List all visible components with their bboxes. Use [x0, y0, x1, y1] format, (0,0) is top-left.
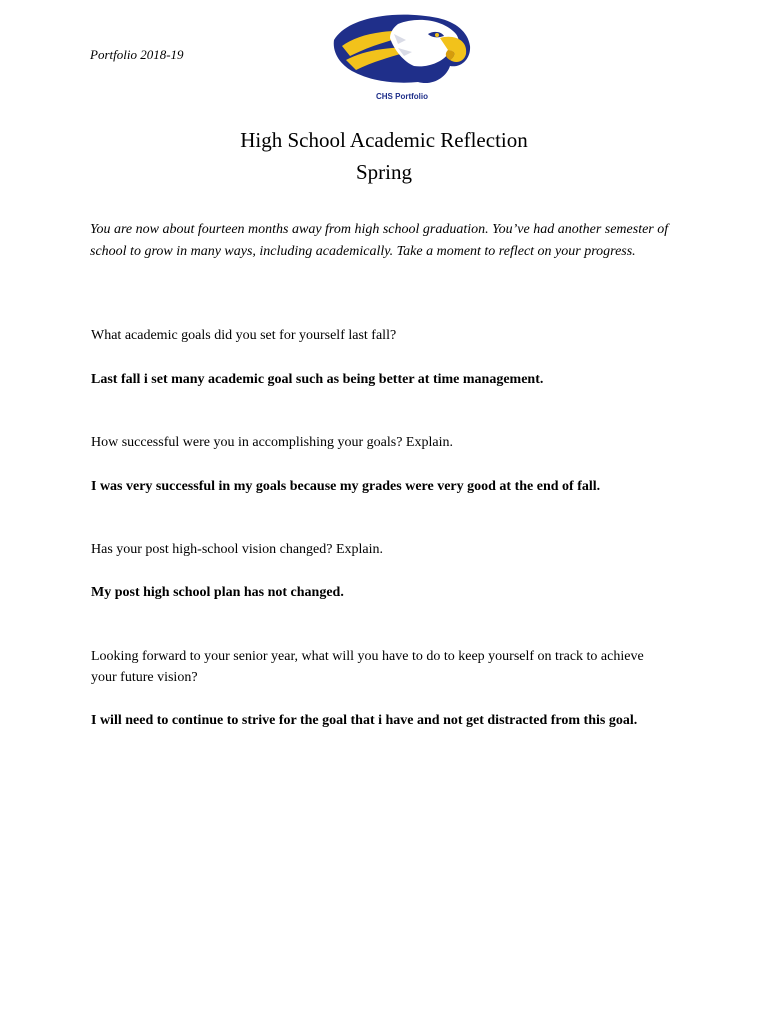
- qa-block: [91, 325, 671, 346]
- answer-text: I was very successful in my goals because my grades were very good at the end of fall.: [91, 479, 601, 494]
- page-title: High School Academic Reflection: [240, 128, 528, 152]
- qa-block: [91, 539, 671, 560]
- qa-block: [91, 582, 671, 603]
- question-text: Looking forward to your senior year, what will you have to do to keep yourself on track to achieve your future vision?: [91, 649, 644, 685]
- qa-block: [91, 476, 671, 497]
- question-text: Has your post high-school vision changed? Explain.: [91, 542, 384, 557]
- qa-block: [91, 710, 671, 731]
- portfolio-label: Portfolio 2018-19: [90, 47, 184, 62]
- eagle-head-icon: [328, 10, 476, 90]
- answer-text: I will need to continue to strive for the goal that i have and not get distracted from this goal.: [91, 713, 638, 728]
- answer-text: My post high school plan has not changed.: [91, 585, 344, 600]
- question-text: What academic goals did you set for yourself last fall?: [91, 328, 397, 343]
- qa-block: [91, 369, 671, 390]
- page-subtitle: Spring: [355, 160, 412, 184]
- answer-text: Last fall i set many academic goal such as being better at time management.: [91, 372, 544, 387]
- intro-paragraph: You are now about fourteen months away from high school graduation. You’ve had another semester of school to grow in many ways, including academically. Take a moment to reflect on your progress.: [90, 222, 669, 259]
- question-text: How successful were you in accomplishing your goals? Explain.: [91, 435, 453, 450]
- qa-block: [91, 432, 671, 453]
- logo: [328, 10, 476, 106]
- qa-block: [91, 646, 671, 688]
- logo-caption: CHS Portfolio: [376, 92, 428, 101]
